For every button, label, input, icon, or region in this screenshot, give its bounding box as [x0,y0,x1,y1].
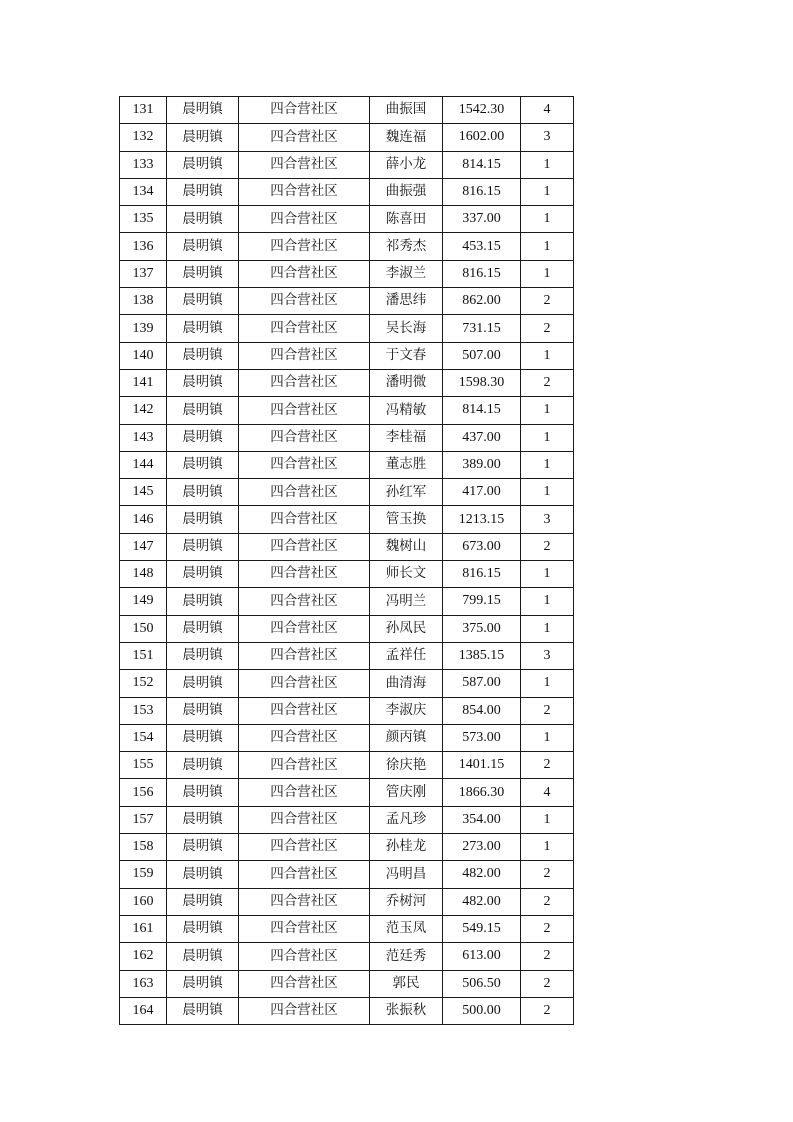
cell-town: 晨明镇 [167,806,239,833]
cell-name: 陈喜田 [370,206,443,233]
cell-count: 2 [521,970,574,997]
cell-index: 152 [120,670,167,697]
cell-town: 晨明镇 [167,752,239,779]
cell-town: 晨明镇 [167,506,239,533]
table-row [120,806,574,833]
cell-index: 164 [120,997,167,1024]
cell-index: 135 [120,206,167,233]
cell-amount: 1602.00 [443,124,521,151]
cell-count: 2 [521,915,574,942]
cell-name: 冯明兰 [370,588,443,615]
cell-town: 晨明镇 [167,997,239,1024]
cell-name: 孟祥任 [370,642,443,669]
cell-index: 146 [120,506,167,533]
cell-count: 1 [521,451,574,478]
cell-community: 四合营社区 [239,124,370,151]
cell-index: 159 [120,861,167,888]
cell-town: 晨明镇 [167,397,239,424]
table-row [120,642,574,669]
cell-town: 晨明镇 [167,670,239,697]
cell-community: 四合营社区 [239,206,370,233]
cell-community: 四合营社区 [239,806,370,833]
cell-amount: 1542.30 [443,97,521,124]
cell-index: 147 [120,533,167,560]
cell-town: 晨明镇 [167,97,239,124]
cell-community: 四合营社区 [239,369,370,396]
cell-town: 晨明镇 [167,943,239,970]
cell-count: 1 [521,588,574,615]
cell-name: 曲振国 [370,97,443,124]
table-row [120,997,574,1024]
cell-index: 161 [120,915,167,942]
table-row [120,588,574,615]
cell-town: 晨明镇 [167,888,239,915]
cell-index: 131 [120,97,167,124]
cell-count: 1 [521,342,574,369]
cell-name: 于文春 [370,342,443,369]
cell-amount: 816.15 [443,178,521,205]
cell-count: 3 [521,642,574,669]
cell-name: 李淑庆 [370,697,443,724]
cell-amount: 437.00 [443,424,521,451]
cell-amount: 816.15 [443,561,521,588]
cell-name: 管庆刚 [370,779,443,806]
table-row [120,697,574,724]
cell-count: 1 [521,724,574,751]
cell-count: 1 [521,615,574,642]
table-row [120,288,574,315]
cell-name: 魏树山 [370,533,443,560]
cell-index: 140 [120,342,167,369]
cell-name: 范玉凤 [370,915,443,942]
cell-index: 162 [120,943,167,970]
table-row [120,315,574,342]
cell-index: 160 [120,888,167,915]
cell-community: 四合营社区 [239,997,370,1024]
cell-amount: 354.00 [443,806,521,833]
cell-community: 四合营社区 [239,724,370,751]
cell-amount: 1866.30 [443,779,521,806]
table-row [120,206,574,233]
cell-index: 150 [120,615,167,642]
cell-community: 四合营社区 [239,233,370,260]
cell-amount: 673.00 [443,533,521,560]
cell-amount: 375.00 [443,615,521,642]
cell-count: 1 [521,178,574,205]
cell-index: 154 [120,724,167,751]
cell-index: 133 [120,151,167,178]
cell-name: 潘思纬 [370,288,443,315]
cell-count: 1 [521,260,574,287]
cell-index: 153 [120,697,167,724]
cell-amount: 482.00 [443,861,521,888]
cell-name: 祁秀杰 [370,233,443,260]
cell-name: 董志胜 [370,451,443,478]
cell-amount: 1401.15 [443,752,521,779]
cell-amount: 549.15 [443,915,521,942]
cell-town: 晨明镇 [167,724,239,751]
cell-town: 晨明镇 [167,451,239,478]
cell-amount: 453.15 [443,233,521,260]
cell-count: 1 [521,206,574,233]
cell-index: 132 [120,124,167,151]
cell-name: 曲清海 [370,670,443,697]
cell-amount: 500.00 [443,997,521,1024]
cell-town: 晨明镇 [167,861,239,888]
table-row [120,943,574,970]
cell-town: 晨明镇 [167,915,239,942]
table-row [120,915,574,942]
cell-name: 张振秋 [370,997,443,1024]
cell-town: 晨明镇 [167,834,239,861]
cell-count: 2 [521,288,574,315]
cell-community: 四合营社区 [239,970,370,997]
cell-count: 1 [521,424,574,451]
table-row [120,970,574,997]
cell-count: 3 [521,124,574,151]
cell-community: 四合营社区 [239,451,370,478]
cell-community: 四合营社区 [239,888,370,915]
cell-town: 晨明镇 [167,779,239,806]
cell-town: 晨明镇 [167,479,239,506]
cell-index: 142 [120,397,167,424]
cell-town: 晨明镇 [167,288,239,315]
cell-index: 157 [120,806,167,833]
cell-count: 1 [521,561,574,588]
cell-name: 魏连福 [370,124,443,151]
cell-community: 四合营社区 [239,779,370,806]
cell-community: 四合营社区 [239,943,370,970]
table-row [120,369,574,396]
cell-name: 师长文 [370,561,443,588]
cell-town: 晨明镇 [167,369,239,396]
cell-town: 晨明镇 [167,233,239,260]
table-row [120,615,574,642]
table-row [120,670,574,697]
cell-name: 潘明微 [370,369,443,396]
cell-index: 156 [120,779,167,806]
table-row [120,779,574,806]
cell-amount: 506.50 [443,970,521,997]
cell-amount: 482.00 [443,888,521,915]
cell-index: 141 [120,369,167,396]
cell-amount: 573.00 [443,724,521,751]
cell-community: 四合营社区 [239,97,370,124]
cell-count: 2 [521,315,574,342]
cell-count: 2 [521,369,574,396]
cell-index: 144 [120,451,167,478]
cell-community: 四合营社区 [239,424,370,451]
cell-name: 李淑兰 [370,260,443,287]
cell-name: 孟凡珍 [370,806,443,833]
cell-town: 晨明镇 [167,588,239,615]
cell-community: 四合营社区 [239,752,370,779]
cell-town: 晨明镇 [167,424,239,451]
cell-amount: 417.00 [443,479,521,506]
cell-amount: 1598.30 [443,369,521,396]
cell-count: 1 [521,233,574,260]
cell-count: 1 [521,834,574,861]
cell-town: 晨明镇 [167,206,239,233]
cell-community: 四合营社区 [239,670,370,697]
cell-amount: 587.00 [443,670,521,697]
cell-amount: 731.15 [443,315,521,342]
cell-town: 晨明镇 [167,260,239,287]
cell-name: 范廷秀 [370,943,443,970]
cell-amount: 613.00 [443,943,521,970]
table-row [120,479,574,506]
cell-index: 148 [120,561,167,588]
cell-count: 1 [521,479,574,506]
cell-count: 2 [521,888,574,915]
table-row [120,533,574,560]
cell-community: 四合营社区 [239,642,370,669]
cell-community: 四合营社区 [239,834,370,861]
cell-name: 孙红军 [370,479,443,506]
cell-count: 2 [521,997,574,1024]
cell-amount: 273.00 [443,834,521,861]
cell-count: 2 [521,533,574,560]
cell-community: 四合营社区 [239,479,370,506]
table-row [120,97,574,124]
cell-name: 孙凤民 [370,615,443,642]
cell-count: 2 [521,752,574,779]
cell-town: 晨明镇 [167,151,239,178]
cell-town: 晨明镇 [167,315,239,342]
cell-count: 1 [521,151,574,178]
cell-amount: 389.00 [443,451,521,478]
table-row [120,178,574,205]
cell-index: 145 [120,479,167,506]
cell-community: 四合营社区 [239,561,370,588]
roster-table [119,96,574,1025]
cell-town: 晨明镇 [167,561,239,588]
cell-name: 管玉换 [370,506,443,533]
cell-name: 薛小龙 [370,151,443,178]
cell-name: 郭民 [370,970,443,997]
cell-community: 四合营社区 [239,397,370,424]
cell-index: 137 [120,260,167,287]
cell-index: 136 [120,233,167,260]
cell-index: 163 [120,970,167,997]
cell-count: 1 [521,670,574,697]
cell-community: 四合营社区 [239,260,370,287]
cell-index: 155 [120,752,167,779]
cell-amount: 337.00 [443,206,521,233]
cell-amount: 816.15 [443,260,521,287]
table-row [120,342,574,369]
roster-table-body [120,97,574,1025]
table-row [120,834,574,861]
cell-name: 冯精敏 [370,397,443,424]
cell-town: 晨明镇 [167,124,239,151]
cell-community: 四合营社区 [239,697,370,724]
cell-index: 143 [120,424,167,451]
cell-name: 冯明昌 [370,861,443,888]
cell-community: 四合营社区 [239,615,370,642]
cell-amount: 854.00 [443,697,521,724]
table-row [120,397,574,424]
cell-name: 乔树河 [370,888,443,915]
cell-town: 晨明镇 [167,970,239,997]
cell-name: 李桂福 [370,424,443,451]
cell-community: 四合营社区 [239,506,370,533]
table-row [120,888,574,915]
cell-count: 2 [521,861,574,888]
cell-town: 晨明镇 [167,642,239,669]
cell-community: 四合营社区 [239,342,370,369]
table-row [120,451,574,478]
cell-community: 四合营社区 [239,533,370,560]
table-row [120,724,574,751]
cell-community: 四合营社区 [239,288,370,315]
cell-index: 158 [120,834,167,861]
cell-community: 四合营社区 [239,178,370,205]
cell-index: 151 [120,642,167,669]
cell-count: 2 [521,697,574,724]
cell-count: 4 [521,779,574,806]
cell-name: 颜丙镇 [370,724,443,751]
cell-town: 晨明镇 [167,697,239,724]
cell-count: 2 [521,943,574,970]
cell-count: 4 [521,97,574,124]
cell-community: 四合营社区 [239,151,370,178]
cell-name: 吴长海 [370,315,443,342]
cell-amount: 862.00 [443,288,521,315]
cell-name: 徐庆艳 [370,752,443,779]
cell-community: 四合营社区 [239,915,370,942]
cell-index: 138 [120,288,167,315]
cell-community: 四合营社区 [239,315,370,342]
cell-community: 四合营社区 [239,861,370,888]
cell-amount: 1385.15 [443,642,521,669]
table-row [120,506,574,533]
table-row [120,424,574,451]
cell-amount: 814.15 [443,397,521,424]
cell-amount: 507.00 [443,342,521,369]
cell-index: 134 [120,178,167,205]
cell-town: 晨明镇 [167,533,239,560]
cell-count: 1 [521,806,574,833]
table-row [120,260,574,287]
cell-amount: 1213.15 [443,506,521,533]
table-row [120,233,574,260]
cell-index: 149 [120,588,167,615]
cell-amount: 814.15 [443,151,521,178]
cell-index: 139 [120,315,167,342]
cell-town: 晨明镇 [167,342,239,369]
table-row [120,861,574,888]
table-row [120,752,574,779]
table-row [120,124,574,151]
cell-count: 3 [521,506,574,533]
table-row [120,561,574,588]
table-row [120,151,574,178]
cell-name: 曲振强 [370,178,443,205]
cell-name: 孙桂龙 [370,834,443,861]
cell-count: 1 [521,397,574,424]
cell-town: 晨明镇 [167,615,239,642]
cell-community: 四合营社区 [239,588,370,615]
cell-amount: 799.15 [443,588,521,615]
cell-town: 晨明镇 [167,178,239,205]
